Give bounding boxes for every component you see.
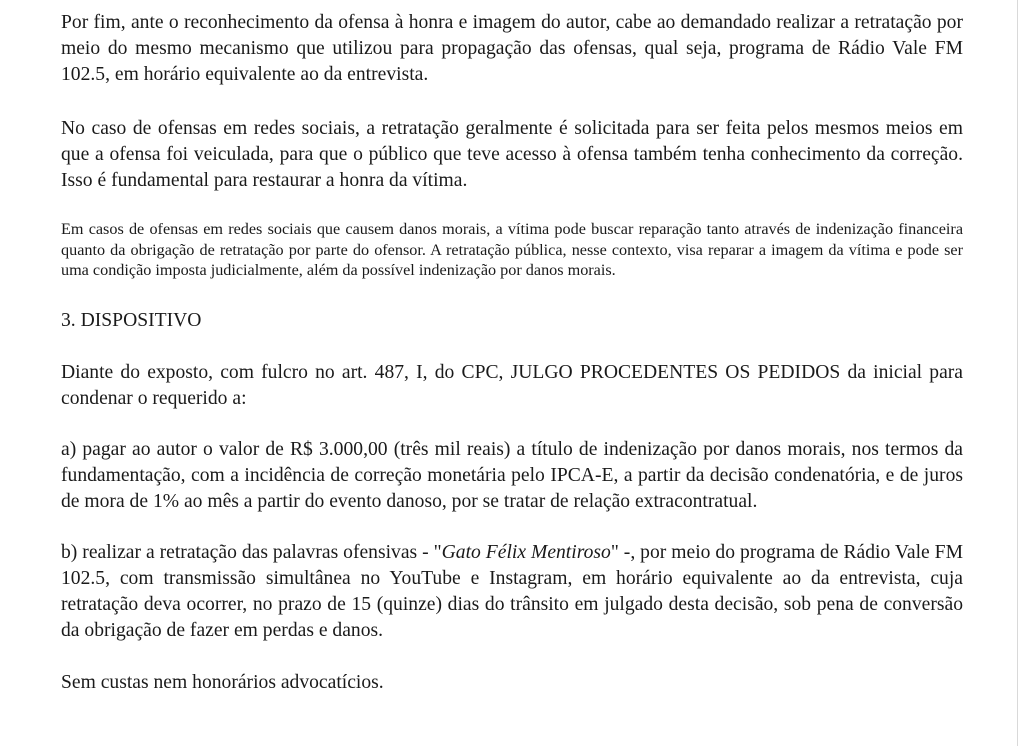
page-edge-divider (1017, 0, 1018, 746)
section-heading-dispositivo: 3. DISPOSITIVO (61, 309, 202, 331)
paragraph-redes-sociais: No caso de ofensas em redes sociais, a retratação geralmente é solicitada para ser feita pelos mesmos meios em que a ofensa foi veiculada, para que o público que teve acesso à ofensa também tenha conhecimento da correção. Isso é fundamental para restaurar a honra da vítima. (61, 118, 963, 191)
paragraph-retratacao-radio: Por fim, ante o reconhecimento da ofensa à honra e imagem do autor, cabe ao demandado realizar a retratação por meio do mesmo mecanismo que utilizou para propagação das ofensas, qual seja, programa de Rádio Vale FM 102.5, em horário equivalente ao da entrevista. (61, 12, 963, 85)
item-b-quoted-phrase: Gato Félix Mentiroso (441, 541, 611, 563)
document-body (61, 10, 963, 696)
paragraph-custas-cutoff: Sem custas nem honorários advocatícios. (61, 671, 384, 693)
paragraph-diante-exposto: Diante do exposto, com fulcro no art. 487, I, do CPC, JULGO PROCEDENTES OS PEDIDOS da inicial para condenar o requerido a: (61, 361, 963, 409)
paragraph-citacao: Em casos de ofensas em redes sociais que causem danos morais, a vítima pode buscar reparação tanto através de indenização financeira quanto da obrigação de retratação por parte do ofensor. A retratação pública, nesse contexto, visa reparar a imagem da vítima e pode ser uma condição imposta judicialmente, além da possível indenização por danos morais. (61, 220, 963, 280)
paragraph-item-a: a) pagar ao autor o valor de R$ 3.000,00 (três mil reais) a título de indenização por danos morais, nos termos da fundamentação, com a incidência de correção monetária pelo IPCA-E, a partir da decisão condenatória, e de juros de mora de 1% ao mês a partir do evento danoso, por se tratar de relação extracontratual. (61, 438, 963, 512)
item-b-text-start: b) realizar a retratação das palavras ofensivas - " (61, 541, 442, 563)
item-b-text-end: " -, por meio do programa de Rádio Vale FM 102.5, com transmissão simultânea no YouTube e Instagram, em horário equivalente ao da entrevista, cuja retratação deva ocorrer, no prazo de 15 (quinze) dias do trânsito em julgado desta decisão, sob pena de conversão da obrigação de fazer em perdas e danos. (61, 541, 963, 641)
paragraph-item-b (61, 540, 963, 644)
